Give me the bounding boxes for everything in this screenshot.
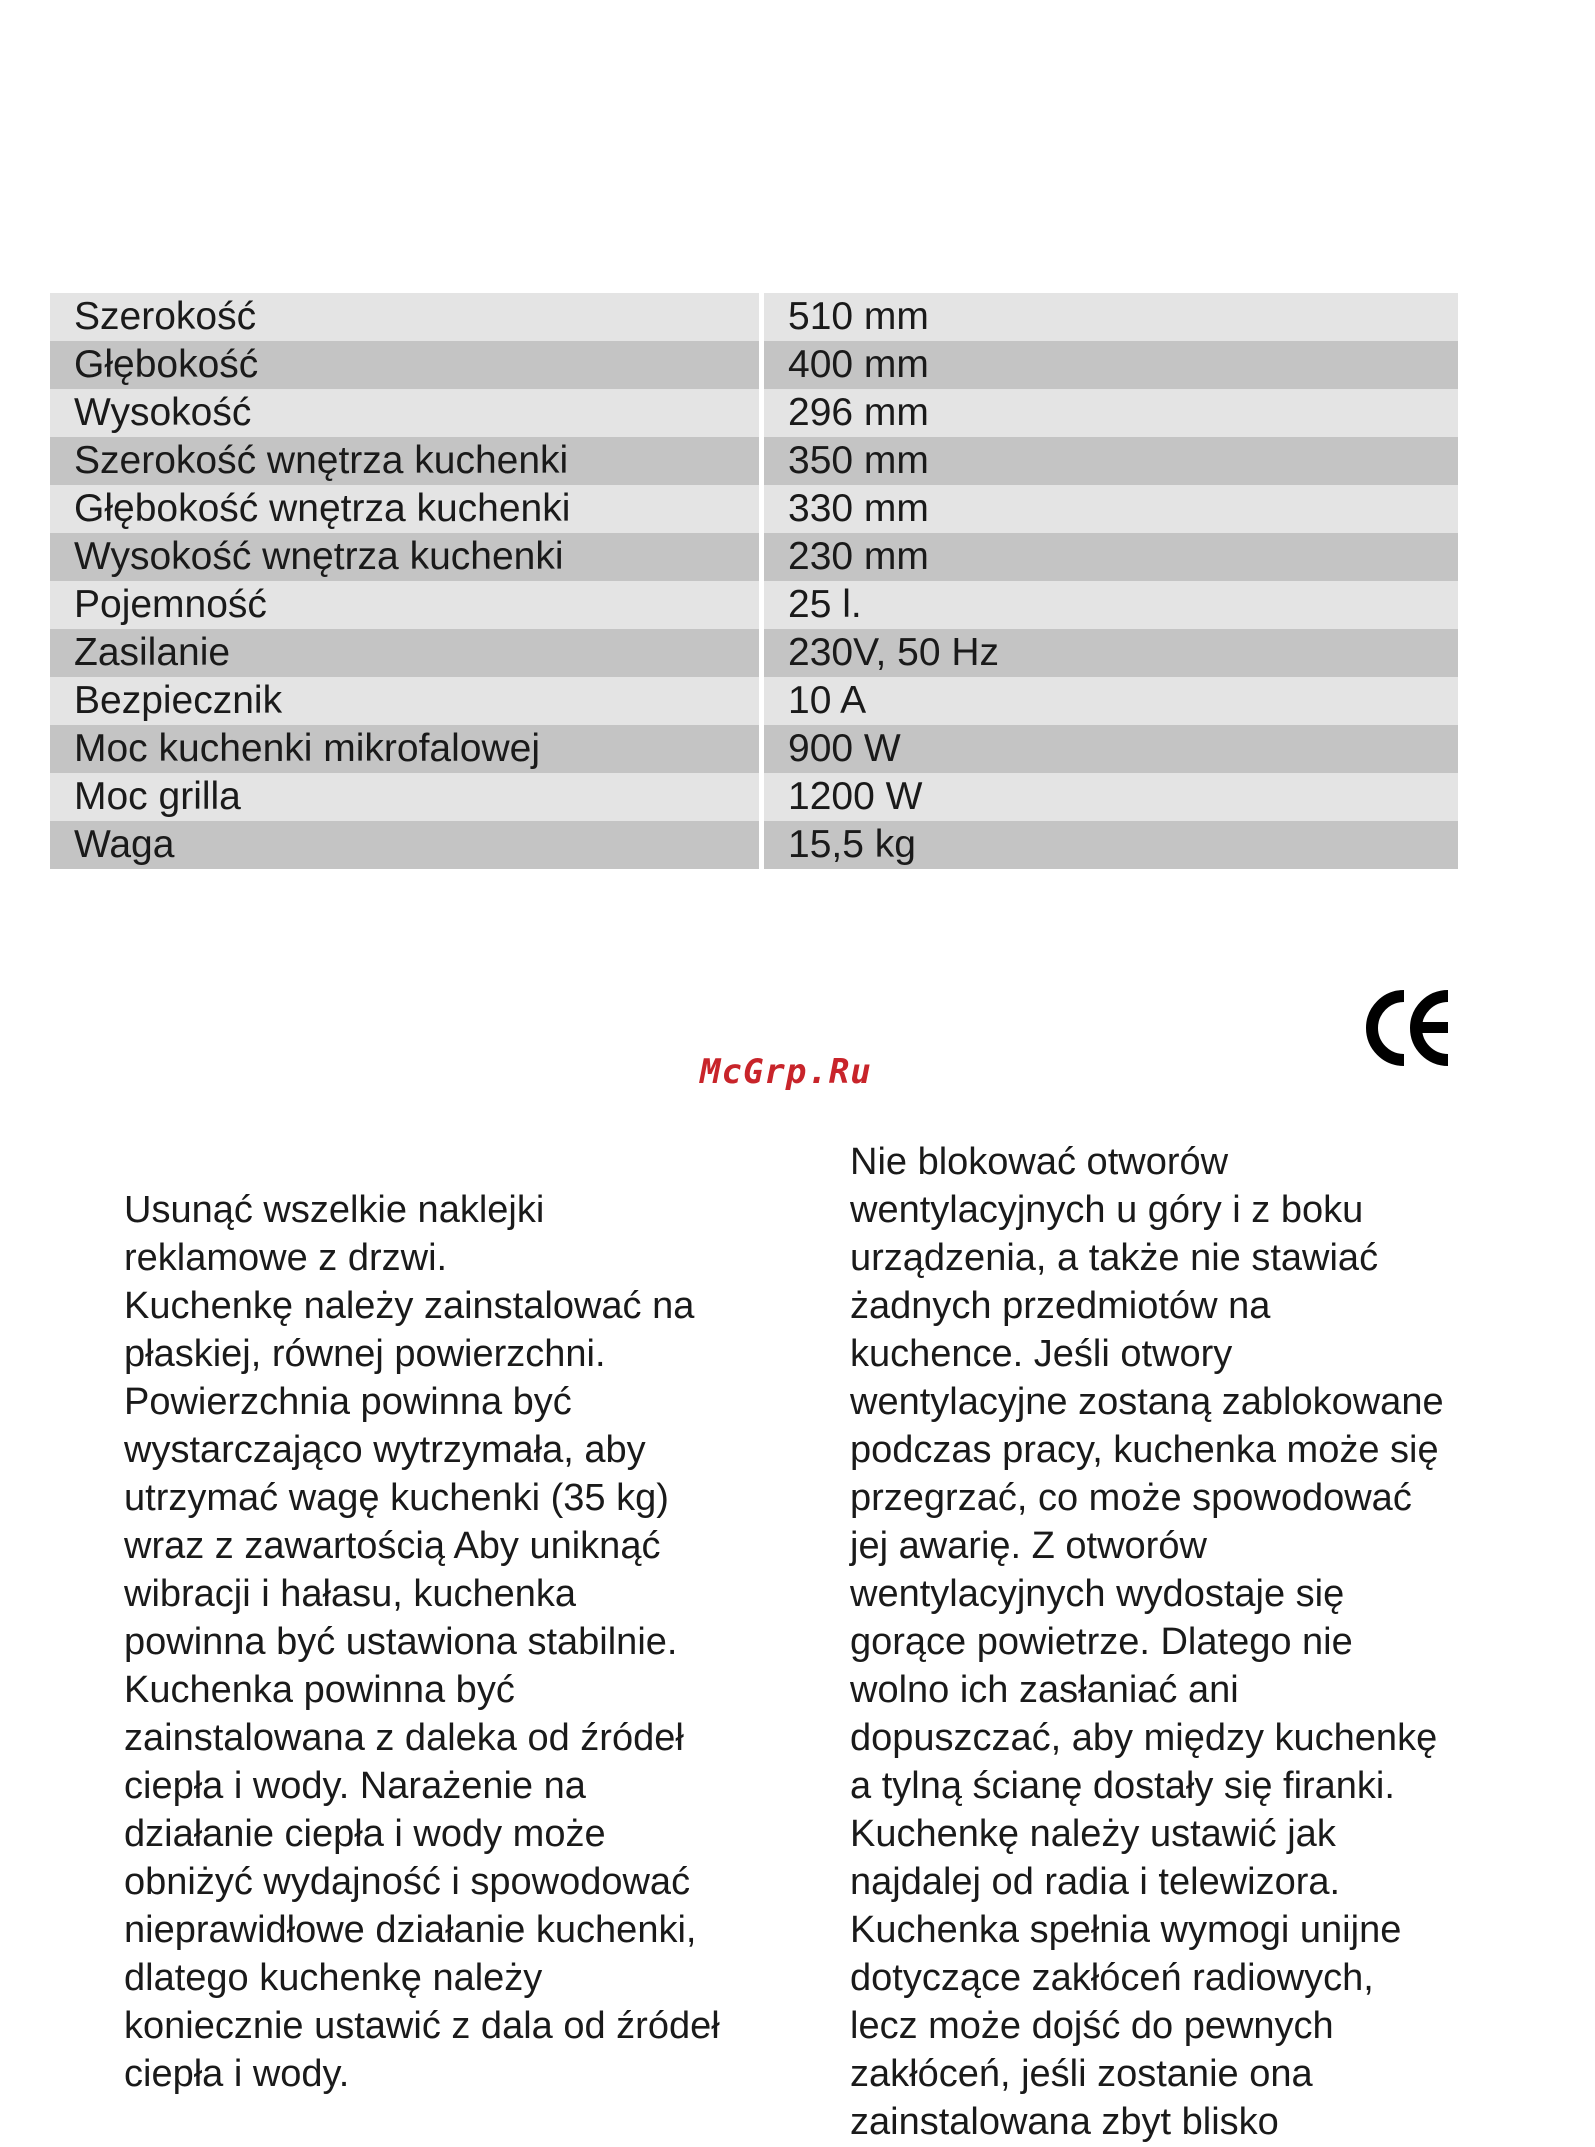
spec-row — [50, 677, 1458, 725]
spec-label: Moc kuchenki mikrofalowej — [50, 725, 762, 773]
spec-label: Głębokość — [50, 341, 762, 389]
spec-row — [50, 581, 1458, 629]
spec-value: 1200 W — [762, 773, 1459, 821]
spec-label: Szerokość — [50, 293, 762, 341]
spec-label: Pojemność — [50, 581, 762, 629]
paragraph: Usunąć wszelkie naklejki reklamowe z drzwi. Kuchenkę należy zainstalować na płaskiej, równej powierzchni. Powierzchnia powinna być wystarczająco wytrzymała, aby utrzymać wagę kuchenki (35 kg) wraz z zawartością Aby uniknąć wibracji i hałasu, kuchenka powinna być ustawiona stabilnie. Kuchenka powinna być zainstalowana z daleka od źródeł ciepła i wody. Narażenie na działanie ciepła i wody może obniżyć wydajność i spowodować nieprawidłowe działanie kuchenki, dlatego kuchenkę należy koniecznie ustawić z dala od źródeł ciepła i wody. — [124, 1189, 720, 2095]
spec-value: 350 mm — [762, 437, 1459, 485]
spec-row — [50, 773, 1458, 821]
spec-table — [50, 293, 1458, 869]
spec-label: Głębokość wnętrza kuchenki — [50, 485, 762, 533]
spec-label: Zasilanie — [50, 629, 762, 677]
spec-row — [50, 293, 1458, 341]
spec-row — [50, 725, 1458, 773]
installation-text-left — [124, 1186, 804, 2098]
spec-value: 10 A — [762, 677, 1459, 725]
spec-row — [50, 629, 1458, 677]
spec-value: 296 mm — [762, 389, 1459, 437]
spec-value: 330 mm — [762, 485, 1459, 533]
watermark: McGrp.Ru — [700, 1052, 872, 1092]
spec-value: 400 mm — [762, 341, 1459, 389]
spec-label: Moc grilla — [50, 773, 762, 821]
spec-label: Wysokość wnętrza kuchenki — [50, 533, 762, 581]
spec-row — [50, 533, 1458, 581]
installation-text-right — [850, 1138, 1550, 2146]
spec-label: Wysokość — [50, 389, 762, 437]
spec-row — [50, 389, 1458, 437]
spec-value: 230V, 50 Hz — [762, 629, 1459, 677]
spec-value: 510 mm — [762, 293, 1459, 341]
paragraph: Nie blokować otworów wentylacyjnych u góry i z boku urządzenia, a także nie stawiać żadnych przedmiotów na kuchence. Jeśli otwory wentylacyjne zostaną zablokowane podczas pracy, kuchenka może się przegrzać, co może spowodować jej awarię. Z otworów wentylacyjnych wydostaje się gorące powietrze. Dlatego nie wolno ich zasłaniać ani dopuszczać, aby między kuchenkę a tylną ścianę dostały się firanki. Kuchenkę należy ustawić jak najdalej od radia i telewizora. Kuchenka spełnia wymogi unijne dotyczące zakłóceń radiowych, lecz może dojść do pewnych zakłóceń, jeśli zostanie ona zainstalowana zbyt blisko — [850, 1141, 1444, 2143]
spec-row — [50, 437, 1458, 485]
spec-row — [50, 821, 1458, 869]
spec-value: 25 l. — [762, 581, 1459, 629]
spec-value: 230 mm — [762, 533, 1459, 581]
spec-value: 15,5 kg — [762, 821, 1459, 869]
spec-label: Szerokość wnętrza kuchenki — [50, 437, 762, 485]
spec-row — [50, 341, 1458, 389]
spec-value: 900 W — [762, 725, 1459, 773]
spec-table-body — [50, 293, 1458, 869]
ce-mark-icon — [1364, 988, 1454, 1068]
spec-label: Waga — [50, 821, 762, 869]
spec-label: Bezpiecznik — [50, 677, 762, 725]
spec-row — [50, 485, 1458, 533]
